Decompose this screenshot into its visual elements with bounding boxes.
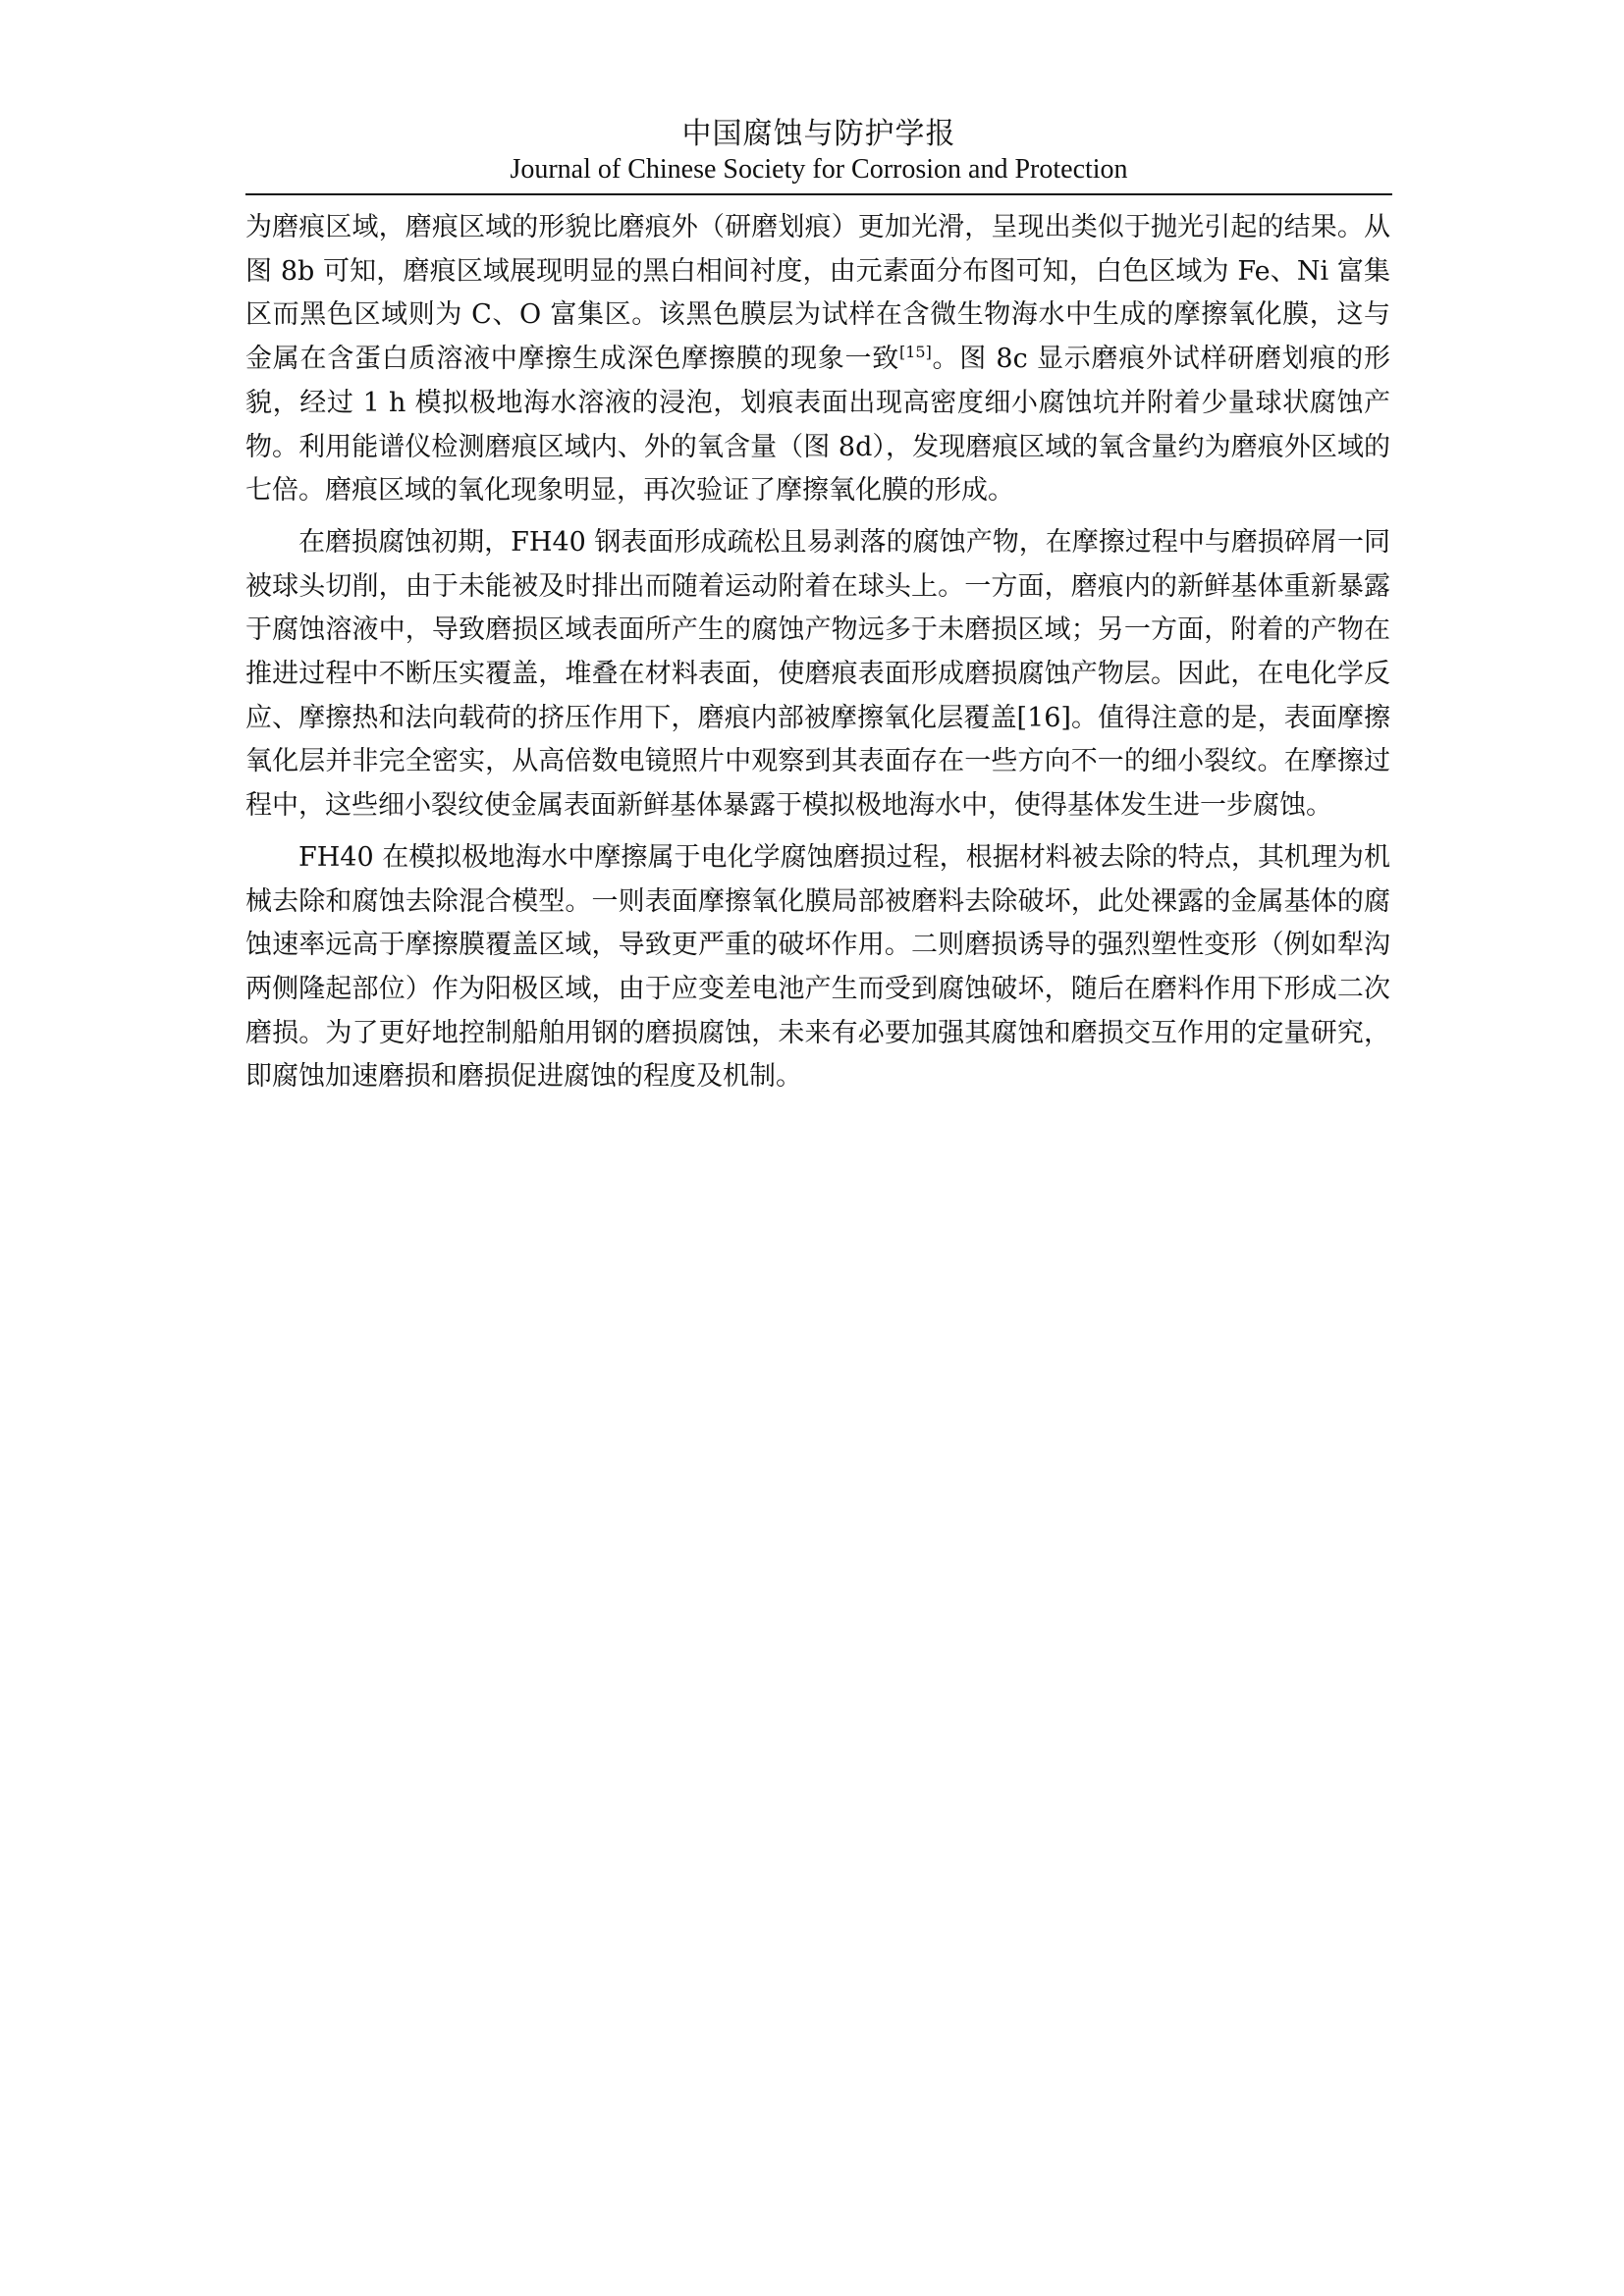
paragraph-1 [245, 206, 1390, 513]
journal-title-english: Journal of Chinese Society for Corrosion and Protection [510, 154, 1128, 185]
journal-title-chinese: 中国腐蚀与防护学报 [681, 117, 956, 151]
citation-15: [15] [898, 343, 932, 362]
paragraph-3: FH40 在模拟极地海水中摩擦属于电化学腐蚀磨损过程，根据材料被去除的特点，其机理为机械去除和腐蚀去除混合模型。一则表面摩擦氧化膜局部被磨料去除破坏，此处裸露的金属基体的腐蚀速率远高于摩擦膜覆盖区域，导致更严重的破坏作用。二则磨损诱导的强烈塑性变形（例如犁沟两侧隆起部位）作为阳极区域，由于应变差电池产生而受到腐蚀破坏，随后在磨料作用下形成二次磨损。为了更好地控制船舶用钢的磨损腐蚀，未来有必要加强其腐蚀和磨损交互作用的定量研究，即腐蚀加速磨损和磨损促进腐蚀的程度及机制。 [245, 841, 1390, 1093]
header-divider [245, 193, 1392, 195]
article-body [245, 206, 1390, 1099]
paragraph-1-text-b: 。图 8c 显示磨痕外试样研磨划痕的形貌，经过 1 h 模拟极地海水溶液的浸泡，划痕表面出现高密度细小腐蚀坑并附着少量球状腐蚀产物。利用能谱仪检测磨痕区域内、外的氧含量（图 8d），发现磨痕区域的氧含量约为磨痕外区域的七倍。磨痕区域的氧化现象明显，再次验证了摩擦氧化膜的形成。 [245, 344, 1391, 507]
paragraph-1-text-a: 为磨痕区域，磨痕区域的形貌比磨痕外（研磨划痕）更加光滑，呈现出类似于抛光引起的结果。从图 8b 可知，磨痕区域展现明显的黑白相间衬度，由元素面分布图可知，白色区域为 Fe、Ni 富集区而黑色区域则为 C、O 富集区。该黑色膜层为试样在含微生物海水中生成的摩擦氧化膜，这与金属在含蛋白质溶液中摩擦生成深色摩擦膜的现象一致 [245, 212, 1390, 375]
paragraph-2: 在磨损腐蚀初期，FH40 钢表面形成疏松且易剥落的腐蚀产物，在摩擦过程中与磨损碎屑一同被球头切削，由于未能被及时排出而随着运动附着在球头上。一方面，磨痕内的新鲜基体重新暴露于腐蚀溶液中，导致磨损区域表面所产生的腐蚀产物远多于未磨损区域；另一方面，附着的产物在推进过程中不断压实覆盖，堆叠在材料表面，使磨痕表面形成磨损腐蚀产物层。因此，在电化学反应、摩擦热和法向载荷的挤压作用下，磨痕内部被摩擦氧化层覆盖[16]。值得注意的是，表面摩擦氧化层并非完全密实，从高倍数电镜照片中观察到其表面存在一些方向不一的细小裂纹。在摩擦过程中，这些细小裂纹使金属表面新鲜基体暴露于模拟极地海水中，使得基体发生进一步腐蚀。 [245, 526, 1390, 822]
page-header [245, 116, 1392, 187]
